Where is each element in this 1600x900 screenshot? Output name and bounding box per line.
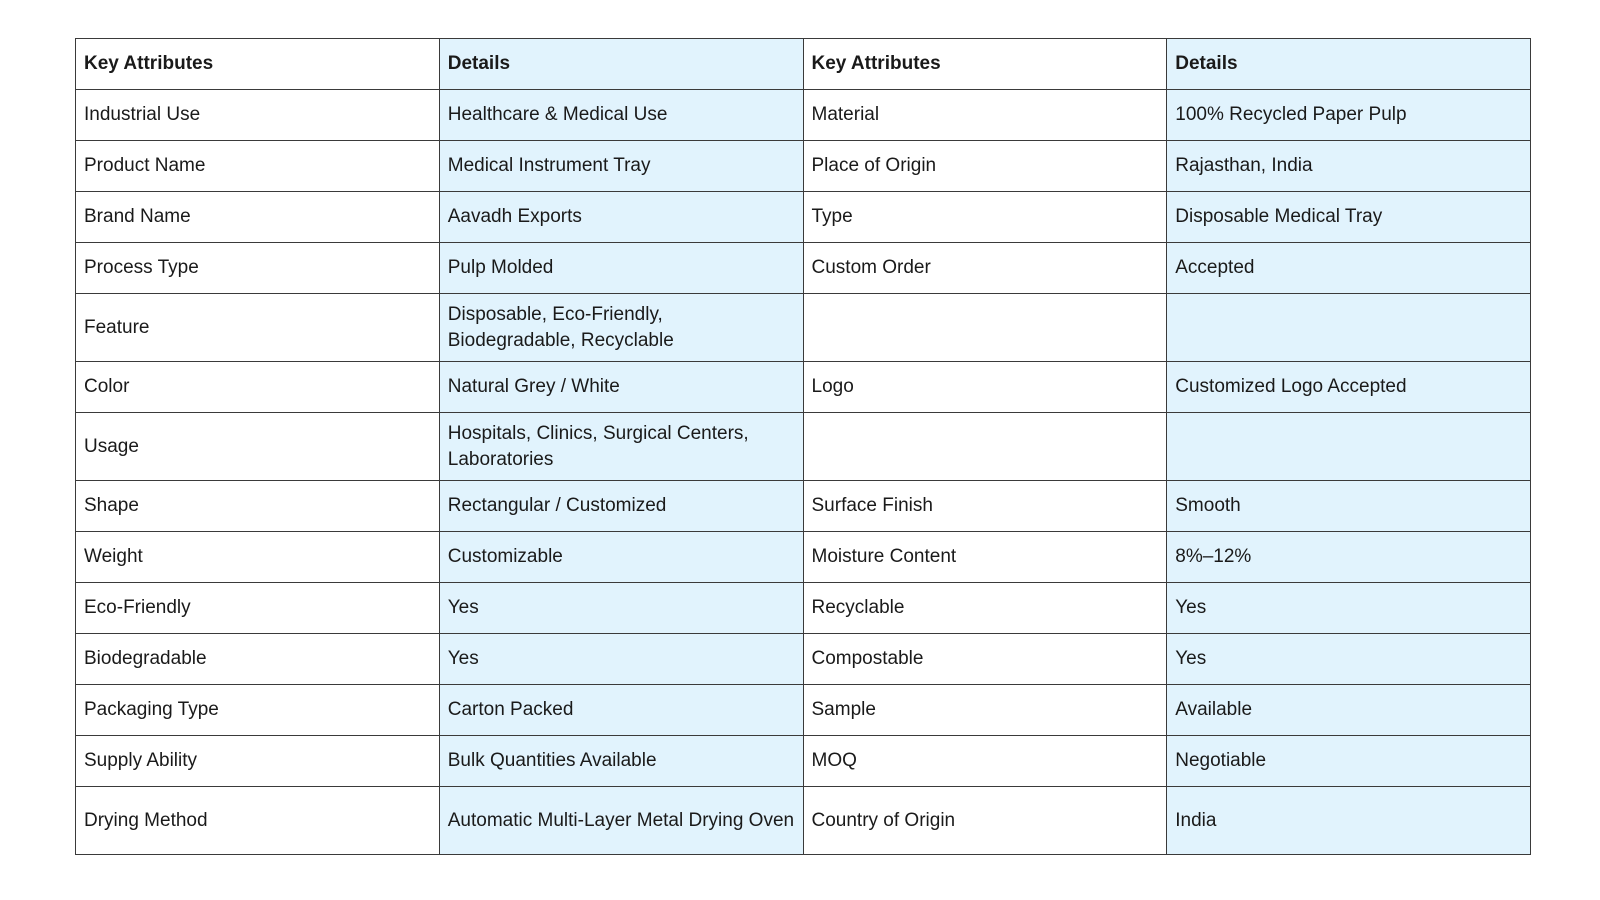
- attribute-cell: Process Type: [76, 243, 440, 294]
- table-row: [76, 685, 1531, 736]
- attribute-cell: Product Name: [76, 141, 440, 192]
- attribute-cell: Drying Method: [76, 787, 440, 855]
- detail-cell: Medical Instrument Tray: [439, 141, 803, 192]
- detail-cell: Customized Logo Accepted: [1167, 362, 1531, 413]
- detail-cell: Pulp Molded: [439, 243, 803, 294]
- detail-cell: Natural Grey / White: [439, 362, 803, 413]
- attribute-cell: [803, 294, 1167, 362]
- table-row: [76, 583, 1531, 634]
- detail-cell: India: [1167, 787, 1531, 855]
- attribute-cell: Recyclable: [803, 583, 1167, 634]
- attribute-cell: Compostable: [803, 634, 1167, 685]
- detail-cell: Yes: [1167, 583, 1531, 634]
- detail-cell: Healthcare & Medical Use: [439, 90, 803, 141]
- table-row: [76, 141, 1531, 192]
- attribute-cell: Weight: [76, 532, 440, 583]
- attribute-cell: Shape: [76, 481, 440, 532]
- table-row: [76, 634, 1531, 685]
- detail-cell: Negotiable: [1167, 736, 1531, 787]
- table-row: [76, 243, 1531, 294]
- table-row: [76, 481, 1531, 532]
- table-row: [76, 736, 1531, 787]
- attribute-cell: Place of Origin: [803, 141, 1167, 192]
- table-row: [76, 294, 1531, 362]
- header-row: [76, 39, 1531, 90]
- detail-cell: Customizable: [439, 532, 803, 583]
- detail-cell: Accepted: [1167, 243, 1531, 294]
- attribute-cell: Supply Ability: [76, 736, 440, 787]
- detail-cell: Carton Packed: [439, 685, 803, 736]
- detail-cell: Hospitals, Clinics, Surgical Centers, Laboratories: [439, 413, 803, 481]
- detail-cell: [1167, 294, 1531, 362]
- attribute-cell: MOQ: [803, 736, 1167, 787]
- detail-cell: Yes: [439, 634, 803, 685]
- attribute-cell: Country of Origin: [803, 787, 1167, 855]
- attribute-cell: [803, 413, 1167, 481]
- detail-cell: Rajasthan, India: [1167, 141, 1531, 192]
- detail-cell: 100% Recycled Paper Pulp: [1167, 90, 1531, 141]
- attribute-cell: Feature: [76, 294, 440, 362]
- attribute-cell: Usage: [76, 413, 440, 481]
- detail-cell: Disposable Medical Tray: [1167, 192, 1531, 243]
- attribute-cell: Brand Name: [76, 192, 440, 243]
- detail-cell: Disposable, Eco-Friendly, Biodegradable, Recyclable: [439, 294, 803, 362]
- attribute-cell: Eco-Friendly: [76, 583, 440, 634]
- attribute-cell: Industrial Use: [76, 90, 440, 141]
- detail-cell: Bulk Quantities Available: [439, 736, 803, 787]
- attribute-cell: Moisture Content: [803, 532, 1167, 583]
- detail-cell: Smooth: [1167, 481, 1531, 532]
- attribute-cell: Color: [76, 362, 440, 413]
- key-attributes-table: [75, 38, 1531, 855]
- attribute-cell: Packaging Type: [76, 685, 440, 736]
- detail-cell: Yes: [439, 583, 803, 634]
- detail-cell: Aavadh Exports: [439, 192, 803, 243]
- attribute-cell: Biodegradable: [76, 634, 440, 685]
- attribute-cell: Surface Finish: [803, 481, 1167, 532]
- detail-cell: [1167, 413, 1531, 481]
- detail-cell: 8%–12%: [1167, 532, 1531, 583]
- header-details-1: Details: [439, 39, 803, 90]
- table-row: [76, 532, 1531, 583]
- header-key-attributes-2: Key Attributes: [803, 39, 1167, 90]
- header-details-2: Details: [1167, 39, 1531, 90]
- table-row: [76, 787, 1531, 855]
- attribute-cell: Type: [803, 192, 1167, 243]
- detail-cell: Available: [1167, 685, 1531, 736]
- table-row: [76, 362, 1531, 413]
- header-key-attributes-1: Key Attributes: [76, 39, 440, 90]
- attribute-cell: Logo: [803, 362, 1167, 413]
- attribute-cell: Sample: [803, 685, 1167, 736]
- detail-cell: Yes: [1167, 634, 1531, 685]
- table-row: [76, 413, 1531, 481]
- detail-cell: Rectangular / Customized: [439, 481, 803, 532]
- attribute-cell: Custom Order: [803, 243, 1167, 294]
- attribute-cell: Material: [803, 90, 1167, 141]
- table-row: [76, 192, 1531, 243]
- detail-cell: Automatic Multi-Layer Metal Drying Oven: [439, 787, 803, 855]
- table-row: [76, 90, 1531, 141]
